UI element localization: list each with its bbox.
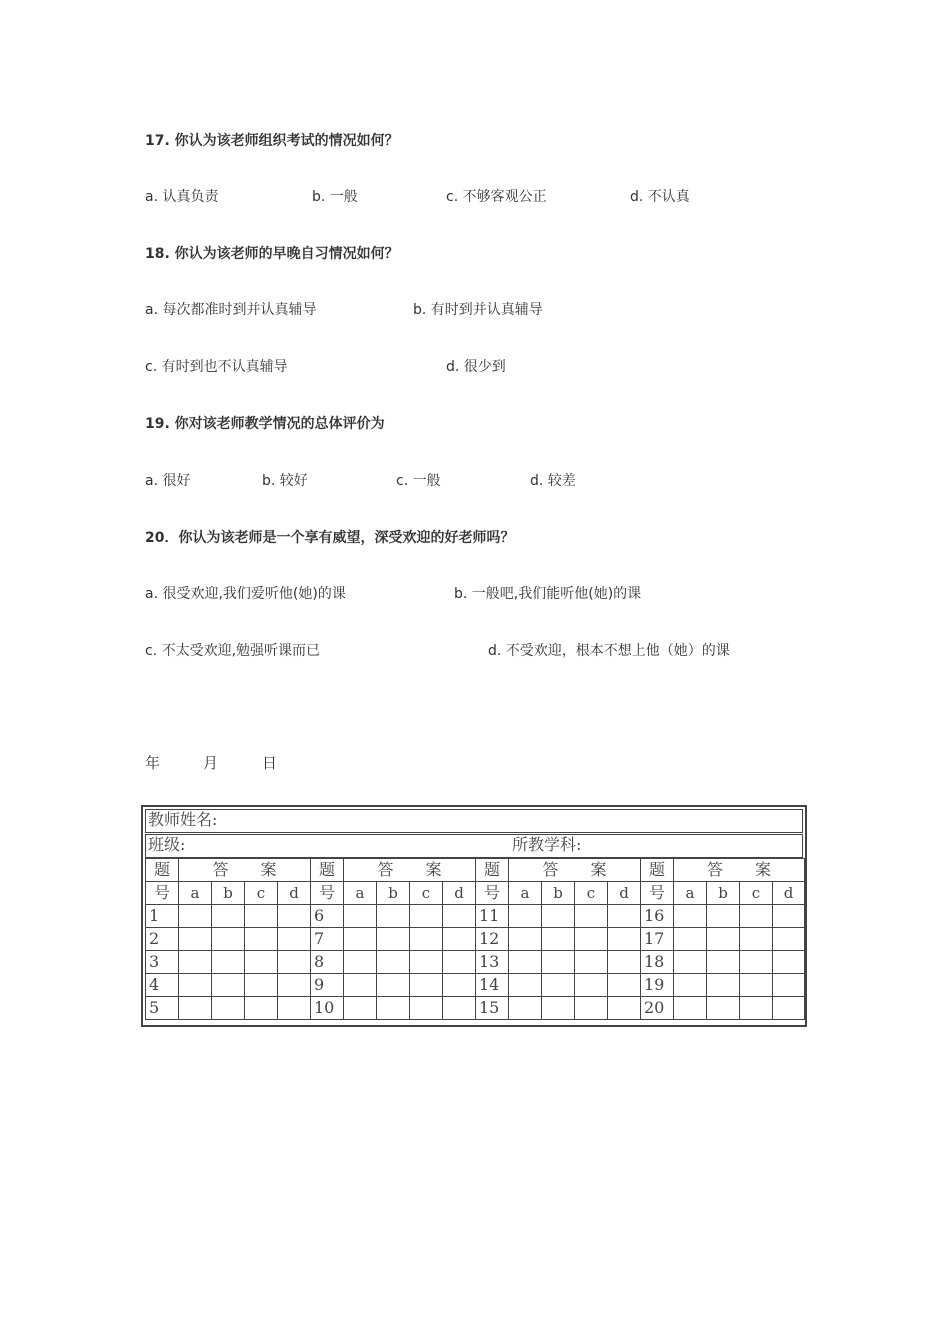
question-number: 7 (311, 928, 344, 951)
question-number: 2 (146, 928, 179, 951)
answer-cell[interactable] (278, 928, 311, 951)
question-number: 4 (146, 974, 179, 997)
col-c-header: c (245, 882, 278, 905)
col-b-header: b (542, 882, 575, 905)
answer-cell[interactable] (443, 974, 476, 997)
answer-cell[interactable] (344, 974, 377, 997)
answer-cell[interactable] (212, 928, 245, 951)
question-number: 10 (311, 997, 344, 1020)
answer-cell[interactable] (509, 974, 542, 997)
q18-option-d[interactable]: d. 很少到 (446, 359, 506, 375)
answer-cell[interactable] (410, 905, 443, 928)
answer-cell[interactable] (212, 974, 245, 997)
answer-cell[interactable] (773, 997, 805, 1020)
answer-cell[interactable] (377, 928, 410, 951)
answer-cell[interactable] (245, 928, 278, 951)
qnum-header: 题 (311, 859, 344, 882)
question-number: 12 (476, 928, 509, 951)
answer-cell[interactable] (410, 974, 443, 997)
teacher-name-label: 教师姓名: (148, 810, 218, 829)
question-number: 6 (311, 905, 344, 928)
question-number: 11 (476, 905, 509, 928)
col-d-header: d (608, 882, 641, 905)
answer-cell[interactable] (575, 974, 608, 997)
answer-cell[interactable] (707, 905, 740, 928)
q17-option-a[interactable]: a. 认真负责 (145, 189, 219, 205)
col-d-header: d (443, 882, 476, 905)
answer-cell[interactable] (674, 974, 707, 997)
qnum-header: 题 (476, 859, 509, 882)
answer-cell[interactable] (443, 928, 476, 951)
answer-header: 答 案 (179, 859, 311, 882)
qnum-header: 号 (146, 882, 179, 905)
answer-cell[interactable] (575, 997, 608, 1020)
answer-cell[interactable] (410, 951, 443, 974)
q18-option-a[interactable]: a. 每次都准时到并认真辅导 (145, 302, 317, 318)
answer-cell[interactable] (278, 951, 311, 974)
answer-cell[interactable] (575, 951, 608, 974)
col-c-header: c (575, 882, 608, 905)
answer-cell[interactable] (443, 997, 476, 1020)
answer-cell[interactable] (542, 928, 575, 951)
answer-header: 答 案 (674, 859, 805, 882)
answer-cell[interactable] (674, 951, 707, 974)
col-b-header: b (377, 882, 410, 905)
question-number: 14 (476, 974, 509, 997)
date-month-label: 月 (203, 754, 219, 772)
answer-cell[interactable] (278, 974, 311, 997)
answer-cell[interactable] (740, 997, 773, 1020)
answer-cell[interactable] (575, 928, 608, 951)
q18-option-c[interactable]: c. 有时到也不认真辅导 (145, 359, 288, 375)
question-number: 18 (641, 951, 674, 974)
answer-cell[interactable] (344, 905, 377, 928)
q20-option-c[interactable]: c. 不太受欢迎,勉强听课而已 (145, 643, 321, 659)
answer-cell[interactable] (509, 997, 542, 1020)
answer-cell[interactable] (707, 928, 740, 951)
question-number: 19 (641, 974, 674, 997)
answer-cell[interactable] (608, 974, 641, 997)
q20-option-a[interactable]: a. 很受欢迎,我们爱听他(她)的课 (145, 586, 346, 602)
q18-option-b[interactable]: b. 有时到并认真辅导 (413, 302, 543, 318)
question-19-title: 19. 你对该老师教学情况的总体评价为 (145, 416, 385, 432)
answer-grid-body (146, 905, 805, 1020)
answer-grid (145, 858, 805, 1020)
answer-cell[interactable] (740, 951, 773, 974)
answer-cell[interactable] (377, 974, 410, 997)
answer-cell[interactable] (245, 997, 278, 1020)
answer-sheet (141, 805, 807, 1027)
answer-cell[interactable] (245, 951, 278, 974)
answer-cell[interactable] (773, 974, 805, 997)
qnum-header: 号 (476, 882, 509, 905)
answer-cell[interactable] (674, 997, 707, 1020)
q19-option-b[interactable]: b. 较好 (262, 473, 308, 489)
question-number: 9 (311, 974, 344, 997)
col-a-header: a (509, 882, 542, 905)
question-20-title: 20．你认为该老师是一个享有威望，深受欢迎的好老师吗？ (145, 530, 515, 546)
col-b-header: b (707, 882, 740, 905)
answer-cell[interactable] (542, 951, 575, 974)
answer-cell[interactable] (344, 928, 377, 951)
qnum-header: 题 (146, 859, 179, 882)
class-field[interactable]: 班级: (148, 835, 186, 854)
answer-cell[interactable] (740, 974, 773, 997)
question-number: 20 (641, 997, 674, 1020)
answer-cell[interactable] (542, 997, 575, 1020)
answer-cell[interactable] (443, 905, 476, 928)
q19-option-c[interactable]: c. 一般 (396, 473, 441, 489)
answer-cell[interactable] (773, 905, 805, 928)
answer-cell[interactable] (212, 905, 245, 928)
date-year-label: 年 (145, 754, 161, 772)
answer-cell[interactable] (377, 951, 410, 974)
question-number: 16 (641, 905, 674, 928)
answer-grid-header-row-1 (146, 859, 805, 882)
subject-field[interactable]: 所教学科: (512, 835, 582, 854)
answer-cell[interactable] (344, 997, 377, 1020)
q17-option-c[interactable]: c. 不够客观公正 (446, 189, 547, 205)
question-18-title: 18. 你认为该老师的早晚自习情况如何？ (145, 246, 399, 262)
answer-cell[interactable] (377, 997, 410, 1020)
question-number: 15 (476, 997, 509, 1020)
answer-cell[interactable] (179, 905, 212, 928)
col-b-header: b (212, 882, 245, 905)
answer-grid-header-row-2 (146, 882, 805, 905)
answer-cell[interactable] (608, 905, 641, 928)
answer-cell[interactable] (674, 928, 707, 951)
col-d-header: d (278, 882, 311, 905)
answer-cell[interactable] (740, 928, 773, 951)
answer-cell[interactable] (773, 951, 805, 974)
col-a-header: a (674, 882, 707, 905)
answer-header: 答 案 (509, 859, 641, 882)
answer-cell[interactable] (707, 997, 740, 1020)
answer-cell[interactable] (542, 974, 575, 997)
table-row (146, 974, 805, 997)
question-number: 8 (311, 951, 344, 974)
answer-cell[interactable] (212, 951, 245, 974)
qnum-header: 号 (641, 882, 674, 905)
date-day-label: 日 (262, 754, 278, 772)
table-row (146, 951, 805, 974)
answer-cell[interactable] (179, 997, 212, 1020)
question-number: 5 (146, 997, 179, 1020)
answer-cell[interactable] (674, 905, 707, 928)
answer-cell[interactable] (278, 997, 311, 1020)
answer-cell[interactable] (212, 997, 245, 1020)
answer-cell[interactable] (608, 951, 641, 974)
col-a-header: a (344, 882, 377, 905)
answer-cell[interactable] (377, 905, 410, 928)
answer-cell[interactable] (410, 928, 443, 951)
answer-cell[interactable] (509, 928, 542, 951)
question-number: 17 (641, 928, 674, 951)
answer-cell[interactable] (773, 928, 805, 951)
table-row (146, 928, 805, 951)
col-d-header: d (773, 882, 805, 905)
answer-cell[interactable] (509, 951, 542, 974)
teacher-name-field[interactable] (145, 809, 803, 833)
answer-header: 答 案 (344, 859, 476, 882)
answer-cell[interactable] (542, 905, 575, 928)
table-row (146, 905, 805, 928)
class-subject-row (145, 834, 803, 858)
answer-cell[interactable] (608, 997, 641, 1020)
col-a-header: a (179, 882, 212, 905)
q19-option-d[interactable]: d. 较差 (530, 473, 576, 489)
answer-cell[interactable] (179, 951, 212, 974)
table-row (146, 997, 805, 1020)
qnum-header: 题 (641, 859, 674, 882)
q17-option-d[interactable]: d. 不认真 (630, 189, 690, 205)
answer-cell[interactable] (245, 905, 278, 928)
col-c-header: c (740, 882, 773, 905)
question-number: 13 (476, 951, 509, 974)
answer-cell[interactable] (707, 974, 740, 997)
question-17-title: 17. 你认为该老师组织考试的情况如何？ (145, 133, 399, 149)
q20-option-d[interactable]: d. 不受欢迎，根本不想上他（她）的课 (488, 643, 730, 659)
answer-cell[interactable] (344, 951, 377, 974)
question-number: 1 (146, 905, 179, 928)
answer-cell[interactable] (509, 905, 542, 928)
answer-cell[interactable] (278, 905, 311, 928)
q19-option-a[interactable]: a. 很好 (145, 473, 191, 489)
q17-option-b[interactable]: b. 一般 (312, 189, 358, 205)
answer-cell[interactable] (179, 928, 212, 951)
col-c-header: c (410, 882, 443, 905)
answer-cell[interactable] (740, 905, 773, 928)
answer-cell[interactable] (707, 951, 740, 974)
q20-option-b[interactable]: b. 一般吧,我们能听他(她)的课 (454, 586, 642, 602)
answer-cell[interactable] (245, 974, 278, 997)
answer-cell[interactable] (575, 905, 608, 928)
answer-cell[interactable] (608, 928, 641, 951)
answer-cell[interactable] (179, 974, 212, 997)
answer-cell[interactable] (410, 997, 443, 1020)
answer-cell[interactable] (443, 951, 476, 974)
question-number: 3 (146, 951, 179, 974)
qnum-header: 号 (311, 882, 344, 905)
